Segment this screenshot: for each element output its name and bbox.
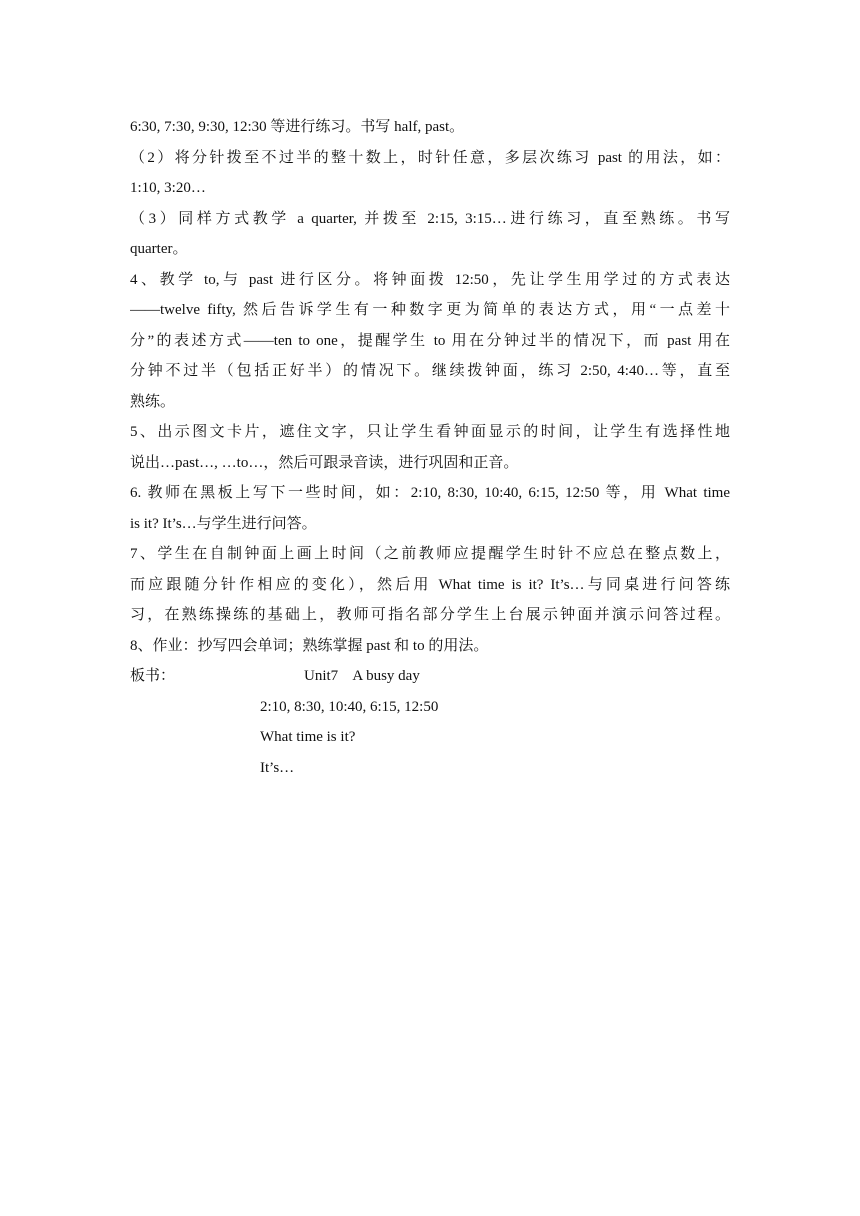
text-line: is it? It’s…与学生进行问答。 <box>130 515 317 532</box>
blackboard-line: What time is it? <box>260 729 356 745</box>
text-line: 分”的表述方式——ten to one，提醒学生 to 用在分钟过半的情况下，而 past 用在 <box>130 332 730 349</box>
text-line: 6. 教师在黑板上写下一些时间，如：2:10, 8:30, 10:40, 6:15, 12:50 等，用 What time <box>130 485 730 501</box>
text-line: 4、教学 to,与 past 进行区分。将钟面拨 12:50，先让学生用学过的方式表达 <box>130 271 730 288</box>
text-line: quarter。 <box>130 241 188 257</box>
blackboard-header <box>130 661 730 692</box>
text-line: ——twelve fifty, 然后告诉学生有一种数字更为简单的表达方式，用“一点差十 <box>130 302 730 318</box>
text-line: 而应跟随分针作相应的变化），然后用 What time is it? It’s…与同桌进行问答练 <box>130 576 730 593</box>
blackboard-label: 板书： <box>130 668 176 684</box>
text-line: 熟练。 <box>130 393 176 410</box>
text-line: 6:30, 7:30, 9:30, 12:30 等进行练习。书写 half, past。 <box>130 119 465 135</box>
text-line: （3）同样方式教学 a quarter, 并拨至 2:15, 3:15…进行练习，直至熟练。书写 <box>130 210 730 227</box>
text-line: 分钟不过半（包括正好半）的情况下。继续拨钟面，练习 2:50, 4:40…等，直至 <box>130 363 730 379</box>
text-line: 8、作业：抄写四会单词；熟练掌握 past 和 to 的用法。 <box>130 637 489 654</box>
text-line: 习，在熟练操练的基础上，教师可指名部分学生上台展示钟面并演示问答过程。 <box>130 607 730 623</box>
blackboard-line: 2:10, 8:30, 10:40, 6:15, 12:50 <box>260 698 439 715</box>
text-line: 1:10, 3:20… <box>130 180 206 196</box>
blackboard-line: It’s… <box>260 759 295 776</box>
document-body <box>130 112 730 783</box>
blackboard-plan <box>130 661 730 783</box>
text-line: （2）将分针拨至不过半的整十数上，时针任意，多层次练习 past 的用法，如： <box>130 149 730 166</box>
blackboard-title: Unit7 A busy day <box>304 668 420 684</box>
text-line: 说出…past…, …to…，然后可跟录音读，进行巩固和正音。 <box>130 454 519 471</box>
text-line: 5、出示图文卡片，遮住文字，只让学生看钟面显示的时间，让学生有选择性地 <box>130 424 730 440</box>
text-line: 7、学生在自制钟面上画上时间（之前教师应提醒学生时针不应总在整点数上， <box>130 546 730 562</box>
